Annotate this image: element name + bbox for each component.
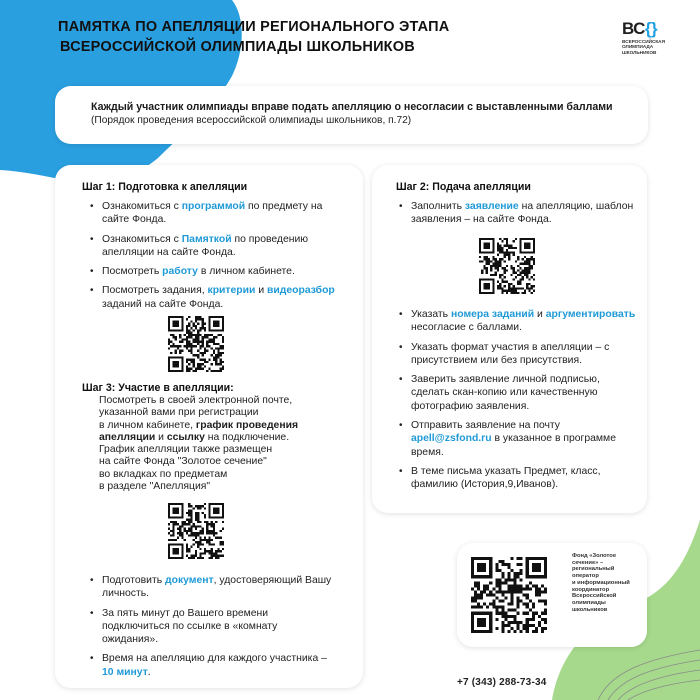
intro-statement: Каждый участник олимпиады вправе подать апелляцию о несогласии с выставленными баллами — [91, 101, 613, 113]
contact-card — [457, 543, 647, 647]
qr-code-step3[interactable] — [168, 503, 224, 559]
fund-description: Фонд «Золотое сечение» – региональный оператор и информационный координатор Всероссийской олимпиады школьников — [572, 553, 630, 613]
list-item: • Ознакомиться с Памяткой по проведению апелляции на сайте Фонда. — [88, 233, 336, 260]
list-item: • Заверить заявление личной подписью, сделать скан-копию или качественную фотографию заявления. — [397, 373, 637, 413]
title-line-1: ПАМЯТКА ПО АПЕЛЛЯЦИИ РЕГИОНАЛЬНОГО ЭТАПА — [58, 19, 450, 35]
list-item: • За пять минут до Вашего времени подключиться по ссылке в «комнату ожидания». — [88, 607, 336, 647]
list-item: • Посмотреть работу в личном кабинете. — [88, 265, 336, 278]
intro-reference: (Порядок проведения всероссийской олимпиады школьников, п.72) — [91, 115, 412, 126]
step2-list — [397, 308, 637, 498]
olympiad-logo — [622, 20, 692, 64]
step3-paragraph: Посмотреть в своей электронной почте, указанной вами при регистрации в личном кабинете, график проведения апелляции и ссылку на подключение. График апелляции также размещен на сайте Фонда "Золотое сечение" во вкладках по предметам в разделе "Апелляция" — [99, 395, 299, 493]
qr-code-step1[interactable] — [168, 316, 224, 372]
step1-list — [88, 200, 336, 317]
list-item: • Отправить заявление на почту apell@zsfond.ru в указанное в программе время. — [397, 419, 637, 459]
qr-code-fund[interactable] — [471, 557, 547, 633]
step3-heading: Шаг 3: Участие в апелляции: — [82, 382, 234, 394]
logo-mark: ВС{} — [622, 19, 658, 38]
list-item: • Заполнить заявление на апелляцию, шаблон заявления – на сайте Фонда. — [397, 200, 637, 227]
argue: аргументировать — [545, 309, 636, 320]
step1-heading: Шаг 1: Подготовка к апелляции — [82, 181, 248, 193]
phone-number[interactable]: +7 (343) 288-73-34 — [457, 677, 547, 688]
list-item: • Посмотреть задания, критерии и видеоразбор заданий на сайте Фонда. — [88, 284, 336, 311]
list-item: • Подготовить документ, удостоверяющий Вашу личность. — [88, 574, 336, 601]
step3-list — [88, 574, 336, 685]
task-numbers: номера заданий — [450, 309, 535, 320]
list-item: • Ознакомиться с программой по предмету на сайте Фонда. — [88, 200, 336, 227]
work-link[interactable]: работу — [162, 266, 198, 278]
step2-card — [372, 165, 647, 513]
list-item: • В теме письма указать Предмет, класс, фамилию (История,9,Иванов). — [397, 465, 637, 492]
memo-link[interactable]: Памяткой — [181, 233, 232, 245]
list-item: • Указать формат участия в апелляции – с присутствием или без присутствия. — [397, 341, 637, 368]
email-link[interactable]: apell@zsfond.ru — [411, 433, 492, 445]
steps-1-3-card — [55, 165, 363, 688]
ten-minutes: 10 минут — [102, 666, 148, 678]
step2-list-top — [397, 200, 637, 233]
page-title — [58, 17, 498, 57]
intro-card — [55, 86, 648, 144]
logo-brackets: {} — [644, 19, 658, 38]
list-item: • Указать номера заданий и аргументировать несогласие с баллами. — [397, 308, 637, 335]
qr-code-step2[interactable] — [479, 238, 535, 294]
criteria-link[interactable]: критерии — [207, 285, 256, 297]
title-line-2: ВСЕРОССИЙСКОЙ ОЛИМПИАДЫ ШКОЛЬНИКОВ — [60, 39, 415, 55]
step2-heading: Шаг 2: Подача апелляции — [396, 181, 531, 193]
program-link[interactable]: программой — [181, 201, 246, 212]
application-link[interactable]: заявление — [464, 201, 519, 212]
logo-text: ВСЕРОССИЙСКАЯ ОЛИМПИАДА ШКОЛЬНИКОВ — [622, 39, 665, 55]
video-review-link[interactable]: видеоразбор — [267, 285, 335, 297]
document-link[interactable]: документ — [165, 575, 214, 586]
list-item: • Время на апелляцию для каждого участника – 10 минут. — [88, 652, 336, 679]
